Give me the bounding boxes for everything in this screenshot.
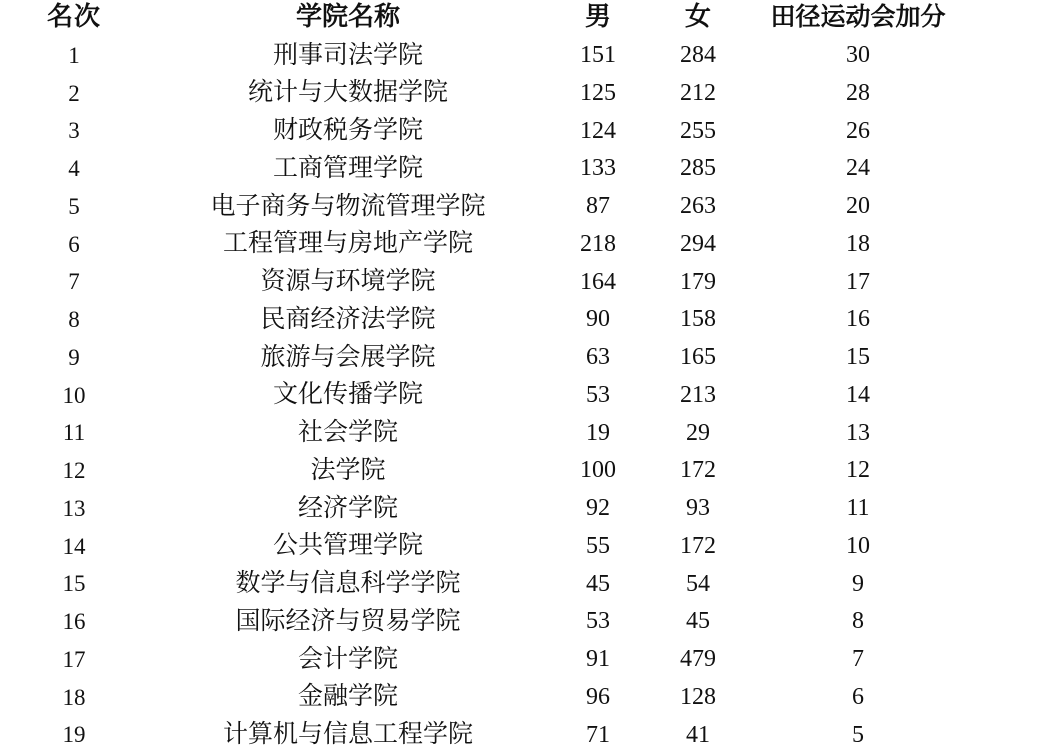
- cell-rank: 5: [68, 193, 80, 219]
- cell-male: 90: [586, 306, 610, 333]
- cell-female: 294: [680, 230, 716, 257]
- cell-name: 金融学院: [297, 683, 398, 711]
- table-row: [0, 189, 1061, 227]
- cell-bonus: 24: [846, 155, 870, 182]
- column-header-male: 男: [584, 2, 611, 31]
- table-row: [0, 604, 1061, 642]
- table-row: [0, 75, 1061, 113]
- cell-female: 29: [686, 419, 710, 446]
- cell-name: 会计学院: [297, 645, 398, 673]
- cell-spacer: [968, 189, 1061, 227]
- table-header: [0, 0, 1061, 38]
- table-row: [0, 226, 1061, 264]
- cell-spacer: [968, 642, 1061, 680]
- cell-female: 128: [680, 683, 716, 710]
- table-row: [0, 151, 1061, 189]
- cell-female: 263: [680, 193, 716, 220]
- table-row: [0, 340, 1061, 378]
- cell-male: 55: [586, 532, 610, 559]
- cell-spacer: [968, 453, 1061, 491]
- table-row: [0, 377, 1061, 415]
- cell-female: 41: [686, 721, 710, 748]
- cell-bonus: 6: [852, 683, 864, 710]
- cell-male: 45: [586, 570, 610, 597]
- column-header-name: 学院名称: [295, 2, 400, 31]
- cell-spacer: [968, 75, 1061, 113]
- cell-male: 19: [586, 419, 610, 446]
- cell-female: 479: [680, 646, 716, 673]
- cell-male: 124: [580, 117, 616, 144]
- cell-rank: 13: [62, 495, 86, 521]
- cell-female: 172: [680, 457, 716, 484]
- cell-name: 刑事司法学院: [272, 41, 423, 69]
- cell-spacer: [968, 340, 1061, 378]
- cell-spacer: [968, 151, 1061, 189]
- cell-spacer: [968, 604, 1061, 642]
- cell-female: 213: [680, 381, 716, 408]
- cell-name: 资源与环境学院: [260, 268, 436, 296]
- cell-spacer: [968, 113, 1061, 151]
- table-row: [0, 453, 1061, 491]
- table-row: [0, 38, 1061, 76]
- cell-male: 53: [586, 381, 610, 408]
- table-row: [0, 642, 1061, 680]
- cell-rank: 3: [68, 118, 80, 144]
- cell-spacer: [968, 226, 1061, 264]
- cell-spacer: [968, 566, 1061, 604]
- table-body: [0, 38, 1061, 755]
- table-row: [0, 717, 1061, 755]
- cell-name: 国际经济与贸易学院: [235, 607, 461, 635]
- cell-male: 91: [586, 646, 610, 673]
- cell-female: 179: [680, 268, 716, 295]
- cell-rank: 15: [62, 571, 86, 597]
- cell-male: 218: [580, 230, 616, 257]
- cell-bonus: 14: [846, 381, 870, 408]
- cell-rank: 9: [68, 344, 80, 370]
- cell-spacer: [968, 717, 1061, 755]
- cell-bonus: 11: [846, 495, 870, 522]
- cell-bonus: 20: [846, 193, 870, 220]
- cell-bonus: 18: [846, 230, 870, 257]
- table-row: [0, 566, 1061, 604]
- cell-rank: 19: [62, 722, 86, 748]
- table-row: [0, 415, 1061, 453]
- cell-bonus: 7: [852, 646, 864, 673]
- cell-female: 93: [686, 495, 710, 522]
- header-row: [0, 0, 1061, 38]
- cell-bonus: 9: [852, 570, 864, 597]
- cell-female: 45: [686, 608, 710, 635]
- column-header-female: 女: [684, 2, 711, 31]
- cell-bonus: 15: [846, 344, 870, 371]
- cell-rank: 11: [62, 420, 86, 446]
- cell-rank: 12: [62, 458, 86, 483]
- cell-bonus: 8: [852, 608, 864, 635]
- table-row: [0, 528, 1061, 566]
- cell-name: 数学与信息科学学院: [235, 570, 461, 598]
- cell-name: 电子商务与物流管理学院: [210, 192, 486, 220]
- cell-bonus: 12: [846, 457, 870, 484]
- cell-rank: 2: [68, 80, 80, 106]
- cell-female: 165: [680, 344, 716, 371]
- cell-male: 151: [580, 42, 616, 69]
- cell-rank: 6: [68, 231, 80, 257]
- cell-bonus: 16: [846, 306, 870, 333]
- cell-female: 255: [680, 117, 716, 144]
- cell-bonus: 28: [846, 79, 870, 106]
- cell-name: 经济学院: [297, 494, 398, 522]
- cell-female: 285: [680, 155, 716, 182]
- cell-spacer: [968, 264, 1061, 302]
- cell-male: 63: [586, 344, 610, 371]
- cell-name: 文化传播学院: [272, 381, 423, 409]
- cell-female: 172: [680, 532, 716, 559]
- column-header-spacer: [968, 0, 1061, 38]
- cell-name: 法学院: [310, 456, 386, 484]
- cell-name: 计算机与信息工程学院: [222, 721, 473, 749]
- cell-name: 财政税务学院: [272, 117, 423, 145]
- cell-bonus: 13: [846, 419, 870, 446]
- cell-female: 158: [680, 306, 716, 333]
- cell-female: 284: [680, 42, 716, 69]
- cell-name: 民商经济法学院: [260, 305, 436, 333]
- cell-male: 71: [586, 721, 610, 748]
- table-row: [0, 302, 1061, 340]
- cell-male: 96: [586, 683, 610, 710]
- cell-spacer: [968, 491, 1061, 529]
- cell-spacer: [968, 528, 1061, 566]
- cell-spacer: [968, 302, 1061, 340]
- cell-name: 社会学院: [297, 419, 398, 447]
- cell-bonus: 17: [846, 268, 870, 295]
- column-header-rank: 名次: [46, 2, 101, 31]
- cell-male: 87: [586, 193, 610, 220]
- cell-rank: 4: [68, 156, 80, 181]
- cell-bonus: 5: [852, 721, 864, 748]
- table-row: [0, 264, 1061, 302]
- cell-rank: 10: [62, 382, 86, 408]
- cell-male: 125: [580, 79, 616, 106]
- cell-male: 133: [580, 155, 616, 182]
- cell-name: 旅游与会展学院: [260, 343, 436, 371]
- cell-male: 164: [580, 268, 616, 295]
- cell-rank: 1: [68, 42, 80, 68]
- cell-spacer: [968, 38, 1061, 76]
- cell-rank: 7: [68, 269, 80, 295]
- cell-name: 工商管理学院: [272, 154, 423, 182]
- cell-rank: 14: [62, 533, 86, 559]
- cell-name: 工程管理与房地产学院: [222, 230, 473, 258]
- cell-male: 92: [586, 495, 610, 522]
- cell-male: 53: [586, 608, 610, 635]
- cell-female: 212: [680, 79, 716, 106]
- cell-bonus: 26: [846, 117, 870, 144]
- cell-rank: 17: [62, 646, 86, 672]
- cell-spacer: [968, 415, 1061, 453]
- cell-name: 统计与大数据学院: [247, 79, 448, 107]
- cell-rank: 16: [62, 609, 86, 634]
- cell-spacer: [968, 377, 1061, 415]
- cell-male: 100: [580, 457, 616, 484]
- column-header-bonus: 田径运动会加分: [770, 3, 946, 31]
- cell-female: 54: [686, 570, 710, 597]
- cell-name: 公共管理学院: [272, 532, 423, 560]
- cell-spacer: [968, 679, 1061, 717]
- cell-bonus: 30: [846, 42, 870, 69]
- cell-bonus: 10: [846, 532, 870, 559]
- cell-rank: 8: [68, 307, 80, 332]
- cell-rank: 18: [62, 684, 86, 710]
- table-row: [0, 679, 1061, 717]
- table-row: [0, 491, 1061, 529]
- table-row: [0, 113, 1061, 151]
